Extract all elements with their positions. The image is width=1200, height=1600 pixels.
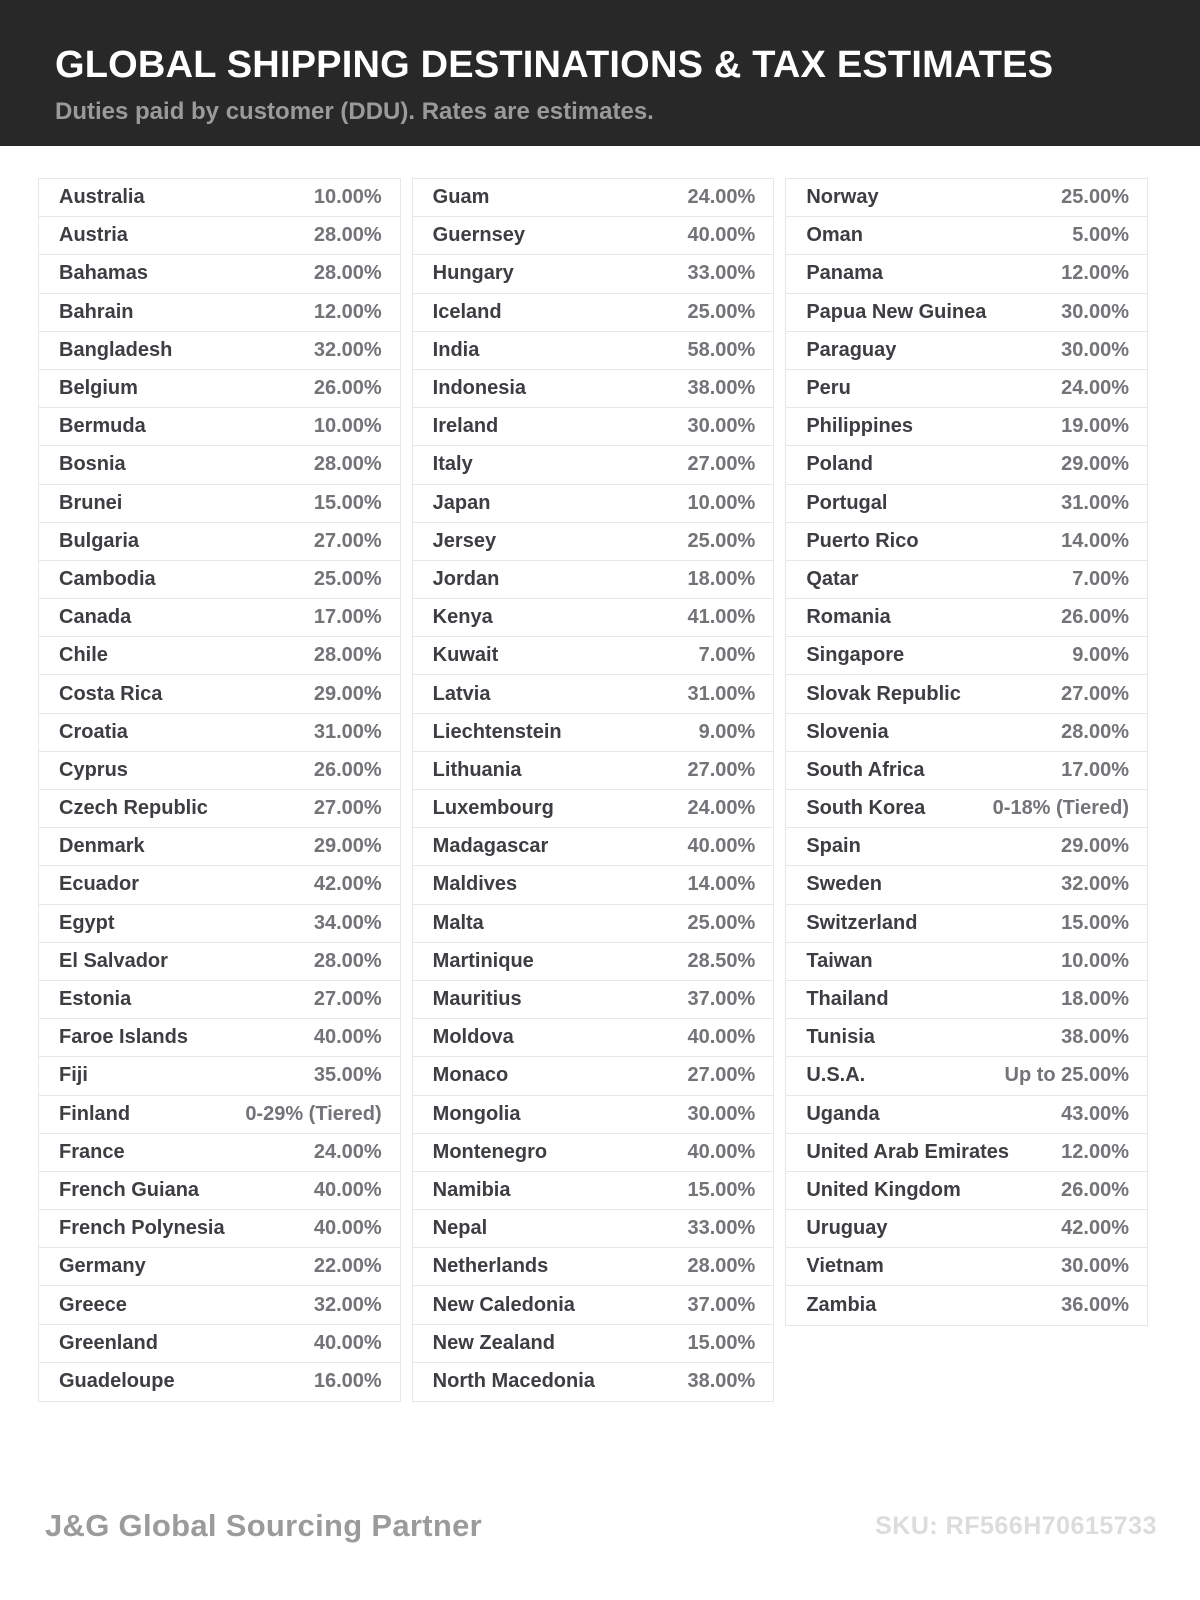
rate-value: 12.00% [1061, 262, 1130, 285]
sku-label: SKU: RF566H70615733 [875, 1511, 1157, 1540]
country-name: Belgium [59, 377, 138, 400]
country-name: Montenegro [432, 1140, 548, 1163]
rate-value: 26.00% [1061, 1178, 1130, 1201]
country-name: New Caledonia [432, 1293, 575, 1316]
table-row [786, 943, 1147, 981]
table-row [786, 714, 1147, 752]
rate-value: 43.00% [1061, 1102, 1130, 1125]
country-name: Bahrain [59, 300, 134, 323]
table-row [39, 179, 400, 217]
country-name: Japan [432, 491, 491, 514]
table-row [39, 332, 400, 370]
table-row [413, 905, 774, 943]
rate-value: 32.00% [313, 1293, 382, 1316]
table-row [413, 332, 774, 370]
country-name: Canada [59, 606, 132, 629]
page-subtitle: Duties paid by customer (DDU). Rates are estimates. [55, 98, 654, 125]
table-row [786, 981, 1147, 1019]
rate-value: 40.00% [313, 1217, 382, 1240]
country-name: Czech Republic [59, 797, 208, 820]
table-row [413, 1248, 774, 1286]
country-name: Greece [59, 1293, 127, 1316]
rate-value: 5.00% [1072, 224, 1130, 247]
country-name: Guadeloupe [59, 1370, 175, 1393]
table-row [786, 637, 1147, 675]
rate-value: 0-18% (Tiered) [992, 797, 1130, 820]
rate-value: 27.00% [313, 988, 382, 1011]
table-row [413, 255, 774, 293]
rate-value: 28.00% [687, 1255, 756, 1278]
country-name: Martinique [432, 949, 534, 972]
table-row [413, 675, 774, 713]
rate-value: 42.00% [313, 873, 382, 896]
country-name: Faroe Islands [59, 1026, 188, 1049]
country-name: Guam [432, 186, 490, 209]
rate-value: 28.00% [313, 644, 382, 667]
rate-value: 0-29% (Tiered) [245, 1102, 382, 1125]
table-row [39, 866, 400, 904]
country-name: Madagascar [432, 835, 549, 858]
table-row [39, 752, 400, 790]
rate-value: 24.00% [313, 1140, 382, 1163]
rates-table [38, 178, 1148, 1402]
table-row [413, 1210, 774, 1248]
table-row [39, 1248, 400, 1286]
country-name: Papua New Guinea [806, 300, 987, 323]
country-name: Australia [59, 186, 145, 209]
country-name: Thailand [806, 988, 889, 1011]
country-name: Malta [432, 911, 484, 934]
rate-value: 7.00% [698, 644, 756, 667]
rate-value: 15.00% [687, 1178, 756, 1201]
table-row [39, 523, 400, 561]
rate-value: 17.00% [313, 606, 382, 629]
table-row [39, 446, 400, 484]
rate-value: 40.00% [687, 224, 756, 247]
table-row [39, 1134, 400, 1172]
table-row [786, 370, 1147, 408]
country-name: Slovak Republic [806, 682, 961, 705]
table-row [786, 1210, 1147, 1248]
country-name: Liechtenstein [432, 720, 562, 743]
country-name: India [432, 338, 480, 361]
country-name: Fiji [59, 1064, 88, 1087]
country-name: Bahamas [59, 262, 148, 285]
rate-value: 34.00% [313, 911, 382, 934]
country-name: Denmark [59, 835, 145, 858]
rate-value: 40.00% [687, 1140, 756, 1163]
table-row [413, 866, 774, 904]
table-row [39, 943, 400, 981]
table-row [39, 370, 400, 408]
rate-value: 26.00% [313, 377, 382, 400]
table-row [786, 255, 1147, 293]
rate-value: 25.00% [313, 567, 382, 590]
rate-value: 58.00% [687, 338, 756, 361]
rate-value: 18.00% [687, 567, 756, 590]
rate-value: 25.00% [687, 911, 756, 934]
table-row [413, 485, 774, 523]
country-name: Panama [806, 262, 884, 285]
table-row [786, 332, 1147, 370]
table-row [39, 981, 400, 1019]
rate-value: 40.00% [313, 1331, 382, 1354]
rate-value: 29.00% [1061, 453, 1130, 476]
table-row [39, 1325, 400, 1363]
country-name: Moldova [432, 1026, 514, 1049]
rate-value: 37.00% [687, 988, 756, 1011]
rate-value: 38.00% [687, 377, 756, 400]
rate-value: 24.00% [687, 797, 756, 820]
table-row [786, 485, 1147, 523]
footer [45, 1508, 1157, 1544]
rate-value: 7.00% [1072, 567, 1130, 590]
header-banner [0, 0, 1200, 146]
table-row [39, 255, 400, 293]
country-name: Bosnia [59, 453, 126, 476]
rate-value: 40.00% [687, 1026, 756, 1049]
rate-value: 25.00% [1061, 186, 1130, 209]
country-name: Uganda [806, 1102, 880, 1125]
table-row [413, 370, 774, 408]
table-row [786, 905, 1147, 943]
country-name: Indonesia [432, 377, 527, 400]
country-name: Cambodia [59, 567, 156, 590]
table-row [786, 1096, 1147, 1134]
rate-column-2 [412, 178, 775, 1402]
table-row [786, 1248, 1147, 1286]
rate-value: 17.00% [1061, 758, 1130, 781]
rate-value: 26.00% [313, 758, 382, 781]
country-name: Nepal [432, 1217, 488, 1240]
table-row [39, 675, 400, 713]
country-name: Jersey [432, 529, 497, 552]
table-row [39, 1286, 400, 1324]
rate-value: 32.00% [313, 338, 382, 361]
rate-value: 12.00% [1061, 1140, 1130, 1163]
rate-value: 22.00% [313, 1255, 382, 1278]
rate-value: 41.00% [687, 606, 756, 629]
rate-value: 24.00% [1061, 377, 1130, 400]
country-name: Hungary [432, 262, 514, 285]
rate-value: 38.00% [687, 1370, 756, 1393]
table-row [413, 1286, 774, 1324]
table-row [786, 1286, 1147, 1324]
country-name: Puerto Rico [806, 529, 919, 552]
country-name: Guernsey [432, 224, 525, 247]
country-name: Tunisia [806, 1026, 875, 1049]
country-name: Singapore [806, 644, 905, 667]
rate-value: 19.00% [1061, 415, 1130, 438]
country-name: Bermuda [59, 415, 146, 438]
country-name: Namibia [432, 1178, 511, 1201]
country-name: Chile [59, 644, 108, 667]
rate-value: 28.00% [313, 949, 382, 972]
country-name: Kenya [432, 606, 493, 629]
rate-value: 16.00% [313, 1370, 382, 1393]
rate-value: 35.00% [313, 1064, 382, 1087]
rate-value: 32.00% [1061, 873, 1130, 896]
table-row [413, 599, 774, 637]
country-name: Iceland [432, 300, 502, 323]
country-name: Poland [806, 453, 874, 476]
rate-value: 14.00% [1061, 529, 1130, 552]
rate-value: 27.00% [313, 529, 382, 552]
rate-column-1 [38, 178, 401, 1402]
table-row [413, 217, 774, 255]
rate-value: 27.00% [687, 453, 756, 476]
country-name: South Korea [806, 797, 926, 820]
rate-value: 10.00% [687, 491, 756, 514]
table-row [413, 294, 774, 332]
rate-value: 29.00% [313, 835, 382, 858]
country-name: Germany [59, 1255, 146, 1278]
country-name: Portugal [806, 491, 888, 514]
rate-value: 15.00% [687, 1331, 756, 1354]
rate-value: 42.00% [1061, 1217, 1130, 1240]
table-row [786, 1019, 1147, 1057]
table-row [39, 1210, 400, 1248]
table-row [786, 1057, 1147, 1095]
country-name: France [59, 1140, 125, 1163]
country-name: Paraguay [806, 338, 897, 361]
rate-value: 30.00% [1061, 1255, 1130, 1278]
country-name: South Africa [806, 758, 925, 781]
rate-value: 31.00% [687, 682, 756, 705]
table-row [413, 1325, 774, 1363]
table-row [39, 408, 400, 446]
table-row [786, 599, 1147, 637]
country-name: French Polynesia [59, 1217, 225, 1240]
table-row [39, 828, 400, 866]
rate-value: 27.00% [687, 758, 756, 781]
country-name: Latvia [432, 682, 491, 705]
table-row [413, 1172, 774, 1210]
rate-value: 15.00% [313, 491, 382, 514]
country-name: Italy [432, 453, 473, 476]
table-row [39, 637, 400, 675]
table-row [413, 561, 774, 599]
table-row [413, 1096, 774, 1134]
country-name: Greenland [59, 1331, 158, 1354]
table-row [413, 1363, 774, 1401]
table-row [786, 1134, 1147, 1172]
rate-value: 9.00% [1072, 644, 1130, 667]
country-name: Uruguay [806, 1217, 888, 1240]
rate-value: 25.00% [687, 300, 756, 323]
country-name: Spain [806, 835, 861, 858]
country-name: Slovenia [806, 720, 889, 743]
rate-value: 36.00% [1061, 1294, 1130, 1317]
rate-value: 38.00% [1061, 1026, 1130, 1049]
rate-value: 28.50% [687, 949, 756, 972]
table-row [413, 408, 774, 446]
table-row [39, 1363, 400, 1401]
country-name: New Zealand [432, 1331, 555, 1354]
table-row [39, 561, 400, 599]
rate-value: 10.00% [1061, 949, 1130, 972]
rate-value: 33.00% [687, 1217, 756, 1240]
country-name: Austria [59, 224, 128, 247]
country-name: U.S.A. [806, 1064, 866, 1087]
country-name: United Kingdom [806, 1178, 961, 1201]
table-row [39, 1057, 400, 1095]
table-row [39, 1172, 400, 1210]
rate-value: 12.00% [313, 300, 382, 323]
table-row [413, 943, 774, 981]
table-row [39, 905, 400, 943]
rate-value: 31.00% [313, 720, 382, 743]
table-row [39, 599, 400, 637]
table-row [786, 294, 1147, 332]
table-row [39, 790, 400, 828]
table-row [39, 485, 400, 523]
table-row [786, 675, 1147, 713]
rate-value: 33.00% [687, 262, 756, 285]
country-name: United Arab Emirates [806, 1140, 1009, 1163]
country-name: Philippines [806, 415, 914, 438]
table-row [413, 1057, 774, 1095]
rate-value: 28.00% [313, 224, 382, 247]
table-row [786, 179, 1147, 217]
table-row [39, 294, 400, 332]
rate-value: 30.00% [1061, 338, 1130, 361]
country-name: Luxembourg [432, 797, 554, 820]
table-row [786, 523, 1147, 561]
rate-value: 14.00% [687, 873, 756, 896]
rate-value: 28.00% [313, 262, 382, 285]
rate-value: 26.00% [1061, 606, 1130, 629]
table-row [413, 1019, 774, 1057]
table-row [786, 752, 1147, 790]
table-row [786, 217, 1147, 255]
brand-name: J&G Global Sourcing Partner [45, 1508, 483, 1543]
table-row [413, 752, 774, 790]
table-row [39, 217, 400, 255]
country-name: Romania [806, 606, 891, 629]
rate-value: 15.00% [1061, 911, 1130, 934]
rate-value: 28.00% [313, 453, 382, 476]
table-row [413, 828, 774, 866]
rate-value: Up to 25.00% [1004, 1064, 1130, 1087]
country-name: North Macedonia [432, 1370, 595, 1393]
table-row [413, 446, 774, 484]
table-row [39, 1096, 400, 1134]
table-row [786, 790, 1147, 828]
country-name: Ireland [432, 415, 499, 438]
country-name: Peru [806, 377, 851, 400]
country-name: Bangladesh [59, 338, 173, 361]
rate-value: 10.00% [313, 186, 382, 209]
rate-value: 40.00% [313, 1178, 382, 1201]
rate-value: 30.00% [687, 1102, 756, 1125]
country-name: Oman [806, 224, 864, 247]
table-row [413, 790, 774, 828]
table-row [39, 1019, 400, 1057]
country-name: Estonia [59, 988, 132, 1011]
country-name: Taiwan [806, 949, 873, 972]
rate-column-3 [785, 178, 1148, 1326]
country-name: Monaco [432, 1064, 509, 1087]
table-row [786, 446, 1147, 484]
rate-value: 28.00% [1061, 720, 1130, 743]
country-name: Jordan [432, 567, 500, 590]
table-row [413, 714, 774, 752]
rate-value: 40.00% [687, 835, 756, 858]
table-row [786, 828, 1147, 866]
country-name: Bulgaria [59, 529, 140, 552]
table-row [786, 866, 1147, 904]
country-name: Vietnam [806, 1255, 884, 1278]
country-name: French Guiana [59, 1178, 200, 1201]
rate-value: 18.00% [1061, 988, 1130, 1011]
country-name: Mauritius [432, 988, 522, 1011]
rate-value: 9.00% [698, 720, 756, 743]
table-row [413, 179, 774, 217]
rate-value: 30.00% [1061, 300, 1130, 323]
rate-value: 29.00% [1061, 835, 1130, 858]
rate-value: 40.00% [313, 1026, 382, 1049]
country-name: Zambia [806, 1294, 877, 1317]
country-name: Croatia [59, 720, 128, 743]
country-name: Maldives [432, 873, 518, 896]
country-name: Lithuania [432, 758, 522, 781]
country-name: Mongolia [432, 1102, 521, 1125]
country-name: Costa Rica [59, 682, 163, 705]
rate-value: 31.00% [1061, 491, 1130, 514]
country-name: Sweden [806, 873, 882, 896]
table-row [413, 637, 774, 675]
country-name: Kuwait [432, 644, 499, 667]
table-row [413, 1134, 774, 1172]
table-row [413, 981, 774, 1019]
country-name: Egypt [59, 911, 115, 934]
country-name: El Salvador [59, 949, 168, 972]
rate-value: 27.00% [313, 797, 382, 820]
country-name: Ecuador [59, 873, 140, 896]
table-row [786, 561, 1147, 599]
page-title: GLOBAL SHIPPING DESTINATIONS & TAX ESTIMATES [55, 44, 1054, 86]
rate-value: 27.00% [687, 1064, 756, 1087]
country-name: Brunei [59, 491, 123, 514]
table-row [39, 714, 400, 752]
country-name: Finland [59, 1102, 131, 1125]
country-name: Switzerland [806, 911, 918, 934]
table-row [786, 1172, 1147, 1210]
rate-value: 24.00% [687, 186, 756, 209]
country-name: Netherlands [432, 1255, 549, 1278]
rate-value: 37.00% [687, 1293, 756, 1316]
table-row [413, 523, 774, 561]
rate-value: 30.00% [687, 415, 756, 438]
country-name: Cyprus [59, 758, 128, 781]
rate-value: 29.00% [313, 682, 382, 705]
rate-value: 27.00% [1061, 682, 1130, 705]
rate-value: 25.00% [687, 529, 756, 552]
rate-value: 10.00% [313, 415, 382, 438]
country-name: Norway [806, 186, 879, 209]
table-row [786, 408, 1147, 446]
country-name: Qatar [806, 567, 859, 590]
